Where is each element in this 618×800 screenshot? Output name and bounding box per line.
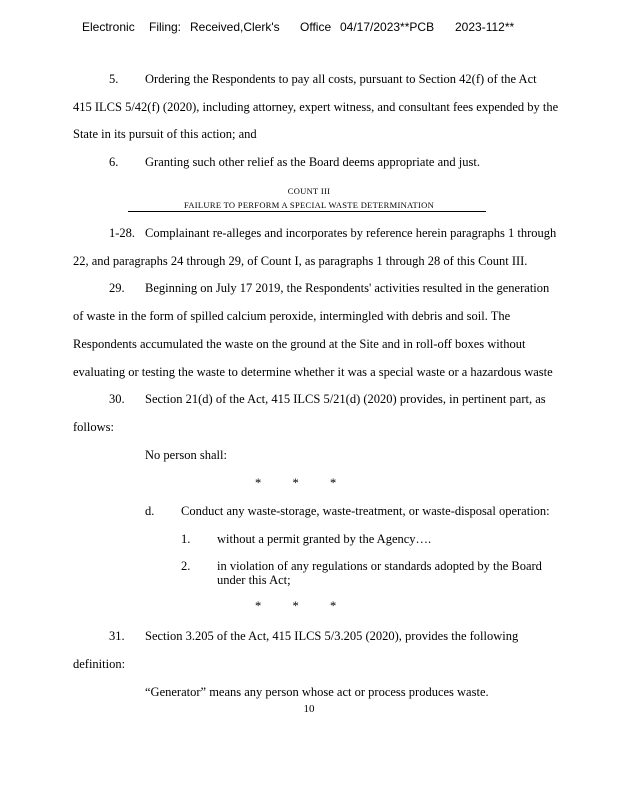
- para30-item1-text: without a permit granted by the Agency….: [217, 532, 432, 546]
- count-heading-subtitle: FAILURE TO PERFORM A SPECIAL WASTE DETERMINATION: [183, 200, 435, 210]
- para5-line2: 415 ILCS 5/42(f) (2020), including attorney, expert witness, and consultant fees expended by the: [73, 100, 559, 114]
- para30-d-text: Conduct any waste-storage, waste-treatment, or waste-disposal operation:: [181, 504, 550, 518]
- para5-number: 5.: [109, 72, 119, 86]
- para30-item2-line1: in violation of any regulations or standards adopted by the Board: [217, 559, 542, 573]
- para30-item2-number: 2.: [181, 559, 191, 573]
- para29-line1: Beginning on July 17 2019, the Respondents' activities resulted in the generation: [145, 281, 550, 295]
- page-number: 10: [303, 703, 315, 715]
- para30-ellipsis-stars: * * *: [255, 476, 337, 490]
- para30-ellipsis-stars-2: * * *: [255, 599, 337, 613]
- para29-line3: Respondents accumulated the waste on the ground at the Site and in roll-off boxes without: [73, 337, 526, 351]
- para6-number: 6.: [109, 155, 119, 169]
- para30-line1: Section 21(d) of the Act, 415 ILCS 5/21(d) (2020) provides, in pertinent part, as: [145, 392, 546, 406]
- header-electronic: Electronic: [82, 20, 135, 34]
- count-heading-title: COUNT III: [287, 186, 331, 196]
- count-heading-underline: [128, 211, 486, 212]
- header-received: Received,Clerk's: [190, 20, 280, 34]
- para6-line1: Granting such other relief as the Board deems appropriate and just.: [145, 155, 480, 169]
- para29-line4: evaluating or testing the waste to determine whether it was a special waste or a hazardous waste: [73, 365, 553, 379]
- para29-number: 29.: [109, 281, 125, 295]
- para1-28-number: 1-28.: [109, 226, 136, 240]
- para30-item2-line2: under this Act;: [217, 573, 291, 587]
- para30-item1-number: 1.: [181, 532, 191, 546]
- para31-line1: Section 3.205 of the Act, 415 ILCS 5/3.205 (2020), provides the following: [145, 629, 519, 643]
- header-date: 04/17/2023**PCB: [340, 20, 435, 34]
- para1-28-line1: Complainant re-alleges and incorporates by reference herein paragraphs 1 through: [145, 226, 557, 240]
- para1-28-line2: 22, and paragraphs 24 through 29, of Count I, as paragraphs 1 through 28 of this Count III.: [73, 254, 528, 268]
- header-filing: Filing:: [149, 20, 182, 34]
- para30-number: 30.: [109, 392, 125, 406]
- para30-intro: No person shall:: [145, 448, 227, 462]
- para5-line1: Ordering the Respondents to pay all costs, pursuant to Section 42(f) of the Act: [145, 72, 537, 86]
- header-office: Office: [300, 20, 332, 34]
- header-case: 2023-112**: [455, 20, 515, 34]
- para31-number: 31.: [109, 629, 125, 643]
- para30-line2: follows:: [73, 420, 114, 434]
- para31-line2: definition:: [73, 657, 126, 671]
- para31-quote: “Generator” means any person whose act or process produces waste.: [145, 685, 489, 699]
- para29-line2: of waste in the form of spilled calcium peroxide, intermingled with debris and soil. The: [73, 309, 511, 323]
- para5-line3: State in its pursuit of this action; and: [73, 127, 257, 141]
- para30-d-label: d.: [145, 504, 155, 518]
